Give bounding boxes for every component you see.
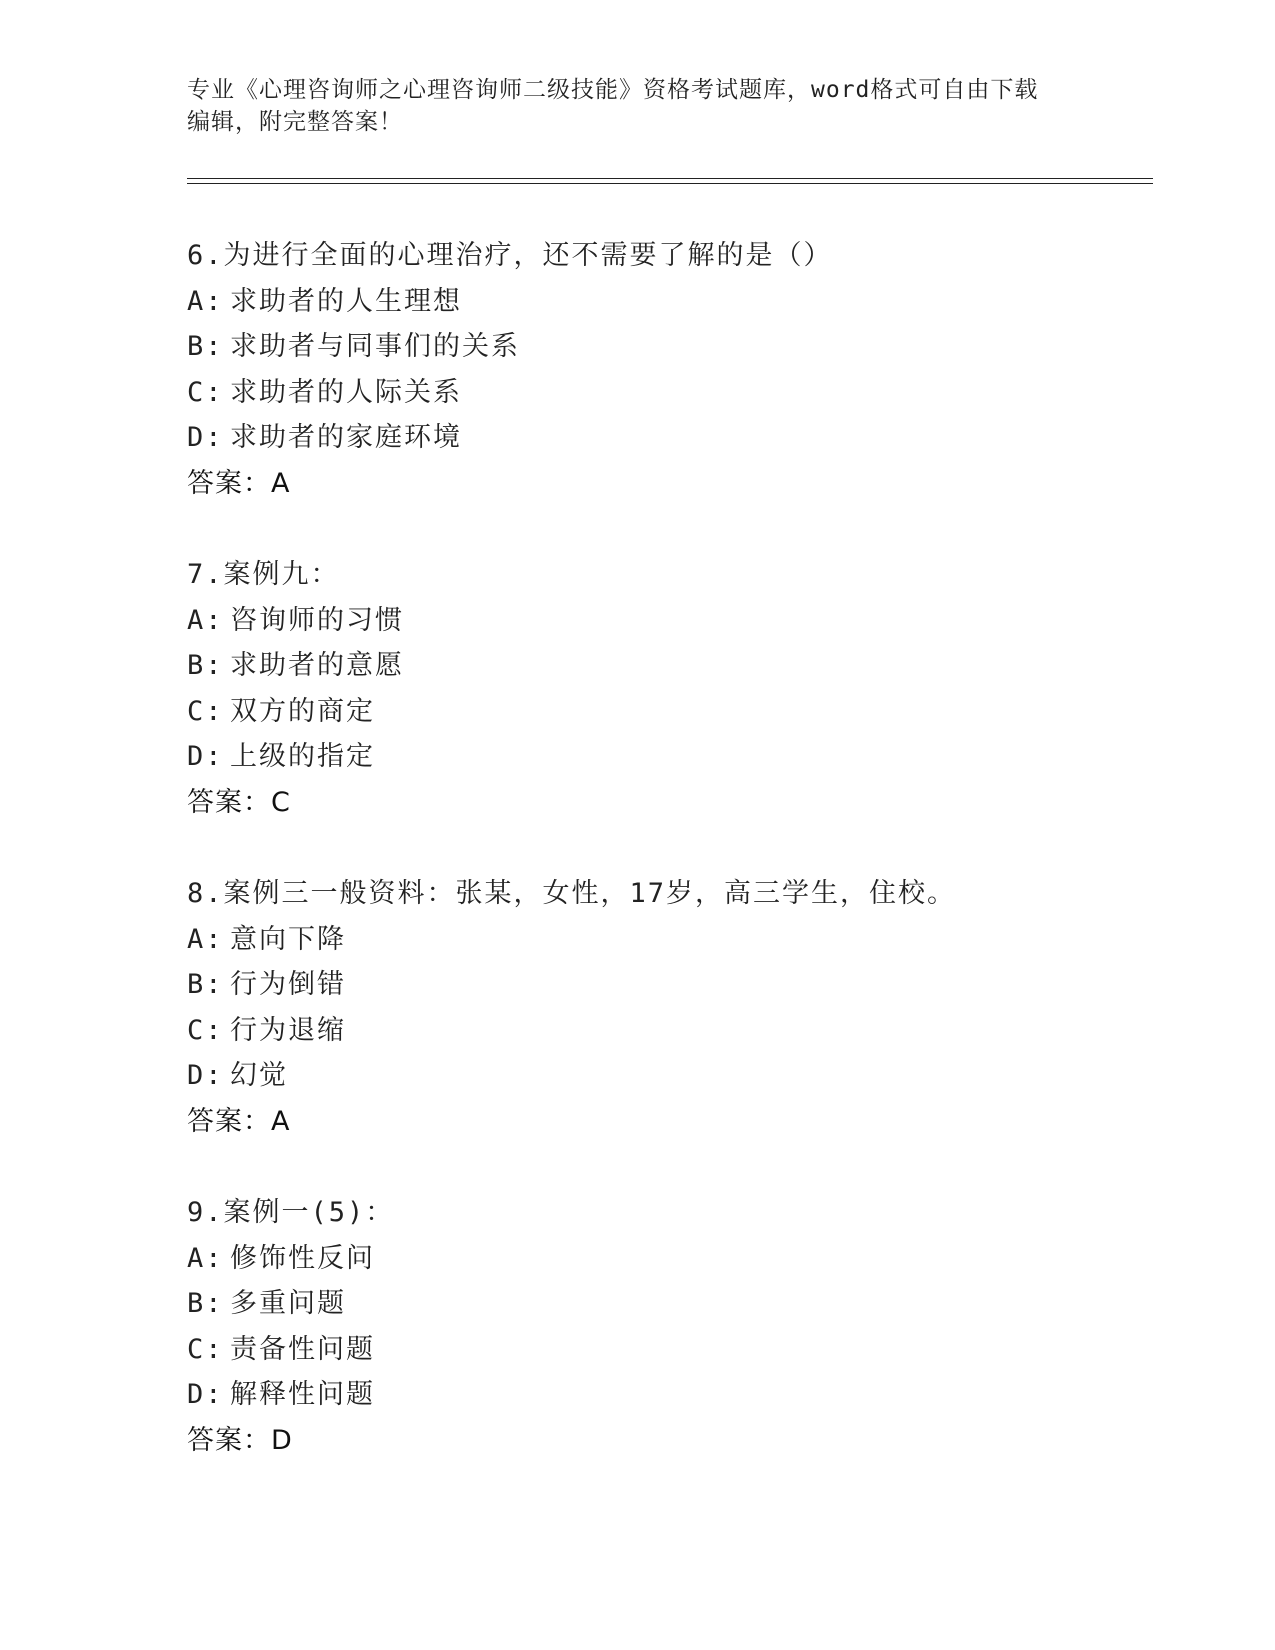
answer-line [187,1418,1137,1464]
answer-value: A [271,1105,290,1137]
option-letter: B: [187,969,224,1000]
option-b [187,1281,1137,1327]
answer-line [187,1099,1137,1145]
option-text: 咨询师的习惯 [230,604,404,636]
option-d [187,415,1137,461]
option-c [187,370,1137,416]
option-text: 修饰性反问 [230,1242,375,1274]
option-d [187,1053,1137,1099]
option-letter: C: [187,1014,224,1046]
answer-value: C [271,786,290,818]
question-7 [187,552,1137,825]
option-letter: B: [187,331,224,362]
option-letter: A: [187,604,224,636]
option-a [187,1236,1137,1282]
option-letter: D: [187,1379,224,1410]
option-text: 幻觉 [230,1060,288,1091]
answer-value: D [271,1424,292,1456]
option-letter: A: [187,1242,224,1274]
question-stem: 7.案例九： [187,559,340,590]
option-text: 上级的指定 [230,741,375,772]
option-text: 责备性问题 [230,1333,375,1365]
option-a [187,279,1137,325]
question-stem: 6.为进行全面的心理治疗，还不需要了解的是（） [187,240,833,271]
option-letter: C: [187,376,224,408]
option-text: 多重问题 [230,1288,346,1319]
question-stem: 8.案例三一般资料：张某，女性，17岁，高三学生，住校。 [187,878,957,909]
answer-label: 答案： [187,1424,271,1456]
option-letter: C: [187,1333,224,1365]
answer-line [187,780,1137,826]
header-divider-bottom [187,183,1153,184]
option-letter: D: [187,1060,224,1091]
option-text: 求助者的意愿 [230,650,404,681]
question-9 [187,1190,1137,1463]
option-a [187,598,1137,644]
option-text: 求助者的人生理想 [230,285,462,317]
option-b [187,324,1137,370]
question-8 [187,871,1137,1144]
option-text: 双方的商定 [230,695,375,727]
option-text: 行为退缩 [230,1014,346,1046]
header-line-2: 编辑，附完整答案！ [187,109,403,135]
answer-label: 答案： [187,786,271,818]
option-letter: A: [187,285,224,317]
option-letter: D: [187,741,224,772]
answer-label: 答案： [187,467,271,499]
option-b [187,962,1137,1008]
header-line-1: 专业《心理咨询师之心理咨询师二级技能》资格考试题库，word格式可自由下载 [187,77,1039,103]
answer-value: A [271,467,290,499]
option-c [187,1327,1137,1373]
document-header [187,74,1087,138]
header-divider-top [187,178,1153,179]
option-letter: A: [187,923,224,955]
option-text: 意向下降 [230,923,346,955]
question-6 [187,233,1137,506]
option-d [187,1372,1137,1418]
option-a [187,917,1137,963]
option-d [187,734,1137,780]
option-text: 解释性问题 [230,1379,375,1410]
option-text: 求助者与同事们的关系 [230,331,520,362]
option-text: 求助者的人际关系 [230,376,462,408]
option-letter: C: [187,695,224,727]
question-stem: 9.案例一(5)： [187,1197,395,1228]
option-letter: D: [187,422,224,453]
option-letter: B: [187,1288,224,1319]
option-letter: B: [187,650,224,681]
option-text: 求助者的家庭环境 [230,422,462,453]
option-text: 行为倒错 [230,969,346,1000]
option-c [187,689,1137,735]
answer-label: 答案： [187,1105,271,1137]
option-b [187,643,1137,689]
option-c [187,1008,1137,1054]
answer-line [187,461,1137,507]
